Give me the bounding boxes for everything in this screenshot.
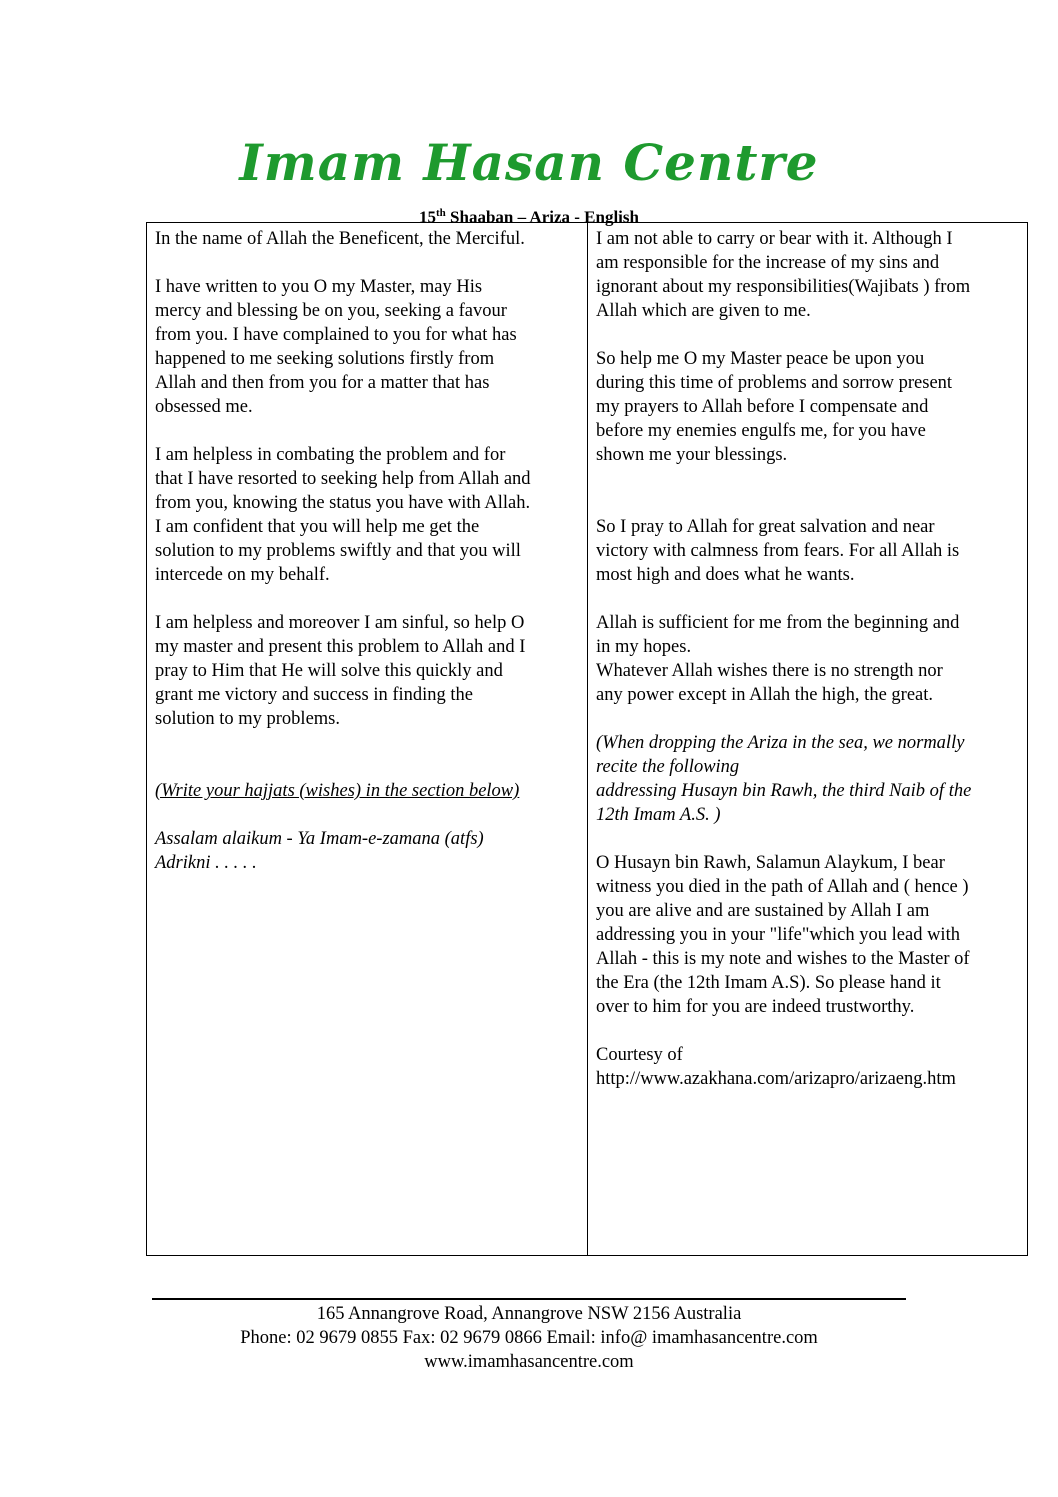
subtitle-ordinal: th bbox=[436, 207, 446, 219]
left-column bbox=[147, 223, 588, 1255]
organization-title: Imam Hasan Centre bbox=[239, 133, 819, 192]
courtesy-text: Courtesy of http://www.azakhana.com/arizapro/arizaeng.htm bbox=[596, 1045, 956, 1089]
hajjat-instruction: (Write your hajjats (wishes) in the section below) bbox=[155, 781, 520, 801]
recitation-note: (When dropping the Ariza in the sea, we normally recite the following addressing Husayn bin Rawh, the third Naib of the 12th Imam A.S. ) bbox=[596, 733, 972, 825]
right-column bbox=[588, 223, 1027, 1255]
right-paragraph-4: Allah is sufficient for me from the beginning and in my hopes. Whatever Allah wishes there is no strength nor any power except in Allah the high, the great. bbox=[596, 613, 960, 705]
bismillah-line: In the name of Allah the Beneficent, the Merciful. bbox=[155, 229, 525, 249]
right-paragraph-5: O Husayn bin Rawh, Salamun Alaykum, I bear witness you died in the path of Allah and ( hence ) you are alive and are sustained by Allah I am addressing you in your "life"which you lead with Allah - this is my note and wishes to the Master of the Era (the 12th Imam A.S). So please hand it over to him for you are indeed trustworthy. bbox=[596, 853, 970, 1017]
footer-website[interactable]: www.imamhasancentre.com bbox=[424, 1352, 634, 1372]
right-paragraph-3: So I pray to Allah for great salvation and near victory with calmness from fears. For all Allah is most high and does what he wants. bbox=[596, 517, 960, 585]
right-paragraph-2: So help me O my Master peace be upon you during this time of problems and sorrow present my prayers to Allah before I compensate and before my enemies engulfs me, for you have shown me your blessings. bbox=[596, 349, 953, 465]
ariza-table bbox=[146, 222, 1028, 1256]
right-paragraph-1: I am not able to carry or bear with it. Although I am responsible for the increase of my sins and ignorant about my responsibilities(Wajibats ) from Allah which are given to me. bbox=[596, 229, 971, 321]
footer-divider bbox=[152, 1298, 906, 1300]
left-paragraph-4: I am helpless and moreover I am sinful, so help O my master and present this problem to Allah and I pray to Him that He will solve this quickly and grant me victory and success in finding the solution to my problems. bbox=[155, 613, 526, 729]
subtitle-day: 15 bbox=[419, 207, 436, 227]
left-paragraph-3: I am helpless in combating the problem and for that I have resorted to seeking help from Allah and from you, knowing the status you have with Allah. I am confident that you will help me get the solution to my problems swiftly and that you will intercede on my behalf. bbox=[155, 445, 531, 585]
footer-address: 165 Annangrove Road, Annangrove NSW 2156 Australia bbox=[316, 1304, 742, 1324]
left-paragraph-2: I have written to you O my Master, may His mercy and blessing be on you, seeking a favour from you. I have complained to you for what has happened to me seeking solutions firstly from Allah and then from you for a matter that has obsessed me. bbox=[155, 277, 517, 417]
salutation-text: Assalam alaikum - Ya Imam-e-zamana (atfs) Adrikni . . . . . bbox=[155, 829, 484, 873]
subtitle-text: Shaaban – Ariza - English bbox=[445, 207, 639, 227]
footer-contact: Phone: 02 9679 0855 Fax: 02 9679 0866 Email: info@ imamhasancentre.com bbox=[240, 1328, 818, 1348]
footer bbox=[0, 1302, 1058, 1374]
